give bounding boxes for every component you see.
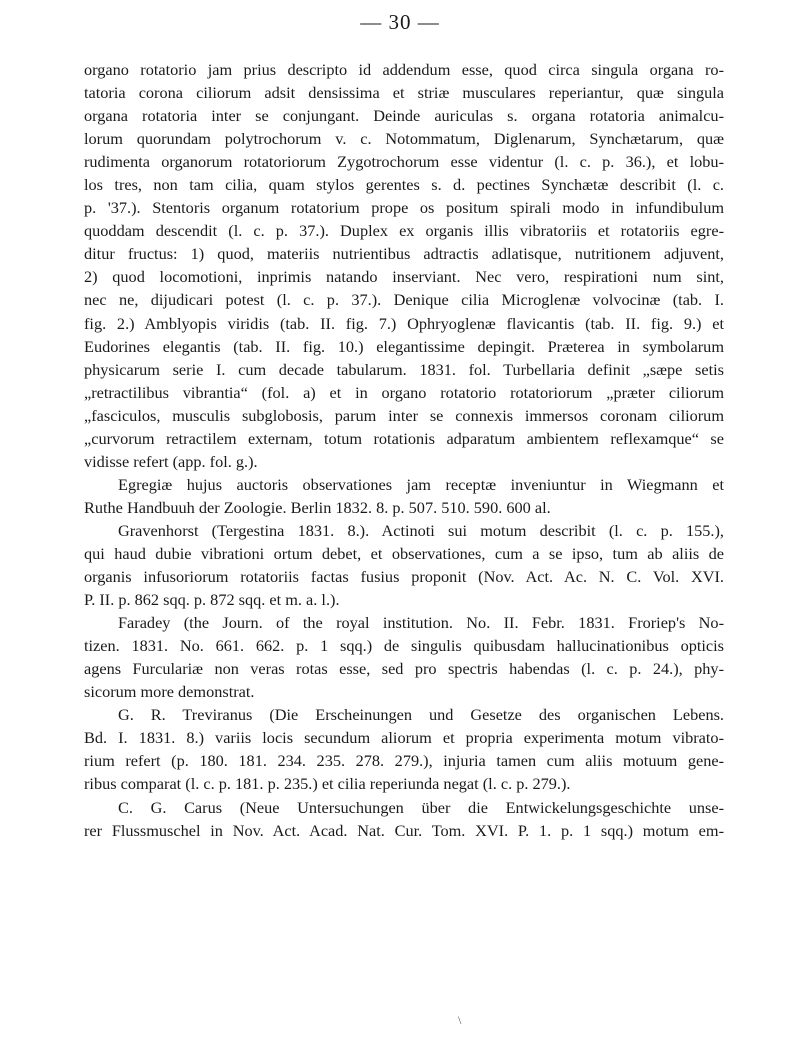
text-line: rium refert (p. 180. 181. 234. 235. 278. 279.), injuria tamen cum aliis motuum gene- [84,751,724,771]
text-line: rer Flussmuschel in Nov. Act. Acad. Nat. Cur. Tom. XVI. P. 1. p. 1 sqq.) motum em- [84,820,724,840]
text-line: lorum quorundam polytrochorum v. c. Notommatum, Diglenarum, Synchætarum, quæ [84,129,724,149]
text-line: P. II. p. 862 sqq. p. 872 sqq. et m. a. l.). [84,590,340,610]
text-line: tatoria corona ciliorum adsit densissima et striæ musculares reperiantur, quæ singula [84,83,724,103]
footer-mark: \ [458,1013,462,1027]
text-line: „retractilibus vibrantia“ (fol. a) et in organo rotatorio rotatoriorum „præter ciliorum [84,382,724,402]
text-line: p. '37.). Stentoris organum rotatorium prope os positum spirali modo in infundibulum [84,198,724,218]
page-number: — 30 — [360,10,440,34]
text-line: Gravenhorst (Tergestina 1831. 8.). Actinoti sui motum describit (l. c. p. 155.), [118,520,724,540]
text-line: sicorum more demonstrat. [84,682,255,702]
text-line: ribus comparat (l. c. p. 181. p. 235.) et cilia reperiunda negat (l. c. p. 279.). [84,774,571,794]
text-line: quoddam descendit (l. c. p. 37.). Duplex ex organis illis vibratoriis et rotatoriis egre- [84,221,724,241]
text-line: G. R. Treviranus (Die Erscheinungen und Gesetze des organischen Lebens. [118,705,724,725]
text-line: C. G. Carus (Neue Untersuchungen über die Entwickelungsgeschichte unse- [118,797,724,817]
text-line: physicarum serie I. cum decade tabularum. 1831. fol. Turbellaria definit „sæpe setis [84,359,724,379]
text-line: fig. 2.) Amblyopis viridis (tab. II. fig. 7.) Ophryoglenæ flavicantis (tab. II. fig. 9.) et [84,313,724,333]
text-line: nec ne, dijudicari potest (l. c. p. 37.). Denique cilia Microglenæ volvocinæ (tab. I. [84,290,724,310]
text-line: qui haud dubie vibrationi ortum debet, et observationes, cum a se ipso, tum ab aliis de [84,543,724,563]
text-line: vidisse refert (app. fol. g.). [84,451,258,471]
body-text [84,58,724,842]
text-line: tizen. 1831. No. 661. 662. p. 1 sqq.) de singulis quibusdam hallucinationibus opticis [84,636,724,656]
text-line: rudimenta organorum rotatoriorum Zygotrochorum esse videntur (l. c. p. 36.), et lobu- [84,152,724,172]
text-line: organis infusoriorum rotatoriis factas fusius proponit (Nov. Act. Ac. N. C. Vol. XVI. [84,567,724,587]
text-line: Egregiæ hujus auctoris observationes jam receptæ inveniuntur in Wiegmann et [118,474,724,494]
text-line: los tres, non tam cilia, quam stylos gerentes s. d. pectines Synchætæ describit (l. c. [84,175,724,195]
text-line: „curvorum retractilem externam, totum rotationis adparatum ambientem reflexamque“ se [84,428,724,448]
text-line: 2) quod locomotioni, inprimis natando inserviant. Nec vero, respirationi num sint, [84,267,724,287]
text-line: Faradey (the Journ. of the royal institution. No. II. Febr. 1831. Froriep's No- [118,613,724,633]
text-line: Ruthe Handbuuh der Zoologie. Berlin 1832. 8. p. 507. 510. 590. 600 al. [84,497,551,517]
text-line: organo rotatorio jam prius descripto id addendum esse, quod circa singula organa ro- [84,60,724,79]
text-line: Bd. I. 1831. 8.) variis locis secundum aliorum et propria experimenta motum vibrato- [84,728,724,748]
text-line: agens Furculariæ non veras rotas esse, sed pro spectris habendas (l. c. p. 24.), phy- [84,659,724,679]
text-line: Eudorines elegantis (tab. II. fig. 10.) elegantissime depingit. Præterea in symbolarum [84,336,724,356]
text-line: organa rotatoria inter se conjungant. Deinde auriculas s. organa rotatoria animalcu- [84,106,724,126]
text-line: ditur fructus: 1) quod, materiis nutrientibus adtractis adlatisque, nutritionem adjuvent, [84,244,724,264]
text-line: „fasciculos, musculis subglobosis, parum inter se connexis immersos coronam ciliorum [84,405,724,425]
